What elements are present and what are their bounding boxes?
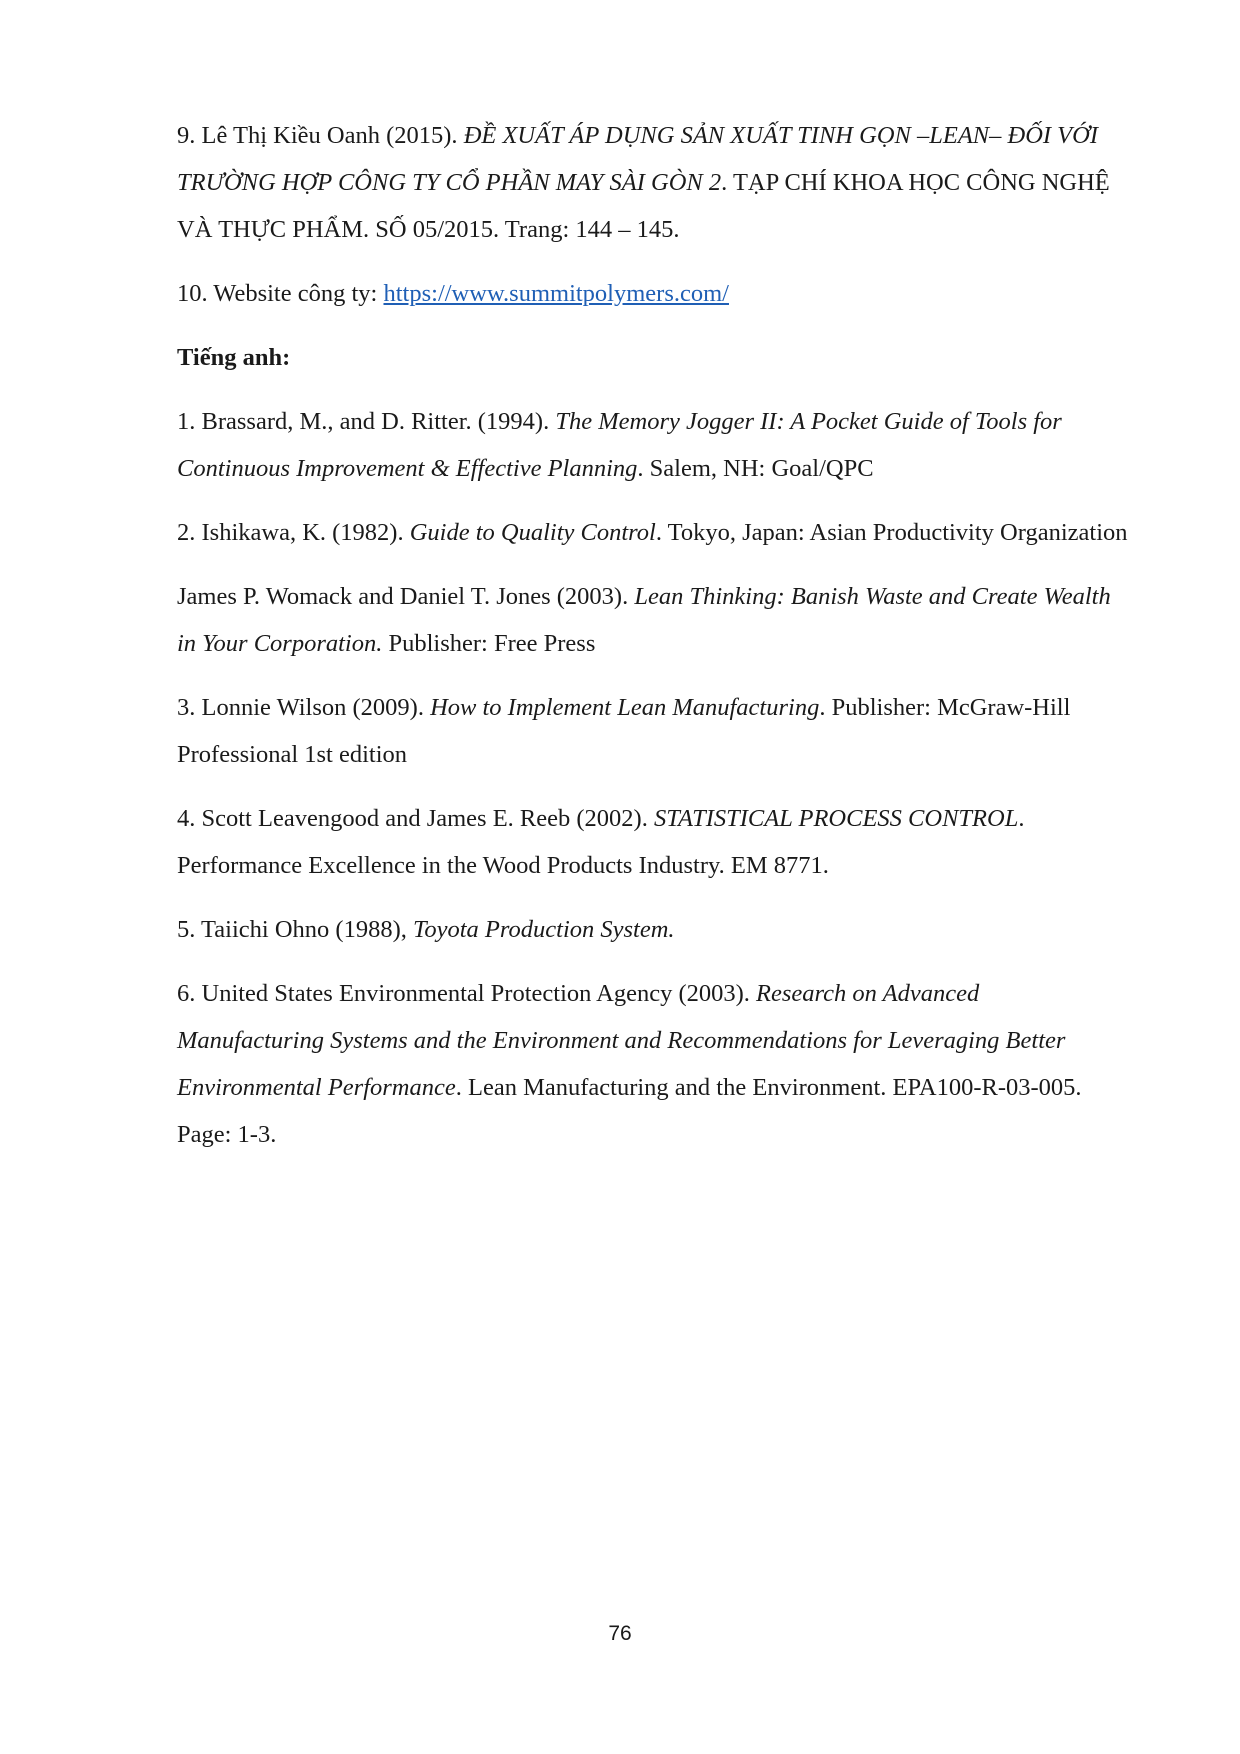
page-number: 76	[608, 1622, 632, 1645]
reference-title: The Memory Jogger II: A Pocket Guide of Tools for Continuous Improvement & Effective Planning	[177, 408, 1062, 482]
reference-prefix: James P. Womack and Daniel T. Jones (2003).	[177, 583, 635, 610]
reference-title: ĐỀ XUẤT ÁP DỤNG SẢN XUẤT TINH GỌN –LEAN– ĐỐI VỚI TRƯỜNG HỢP CÔNG TY CỔ PHẦN MAY SÀI GÒN 2	[177, 122, 1098, 196]
reference-title: Research on Advanced Manufacturing Systems and the Environment and Recommendations for Leveraging Better Environmental Performance	[177, 980, 1066, 1101]
reference-suffix: . Salem, NH: Goal/QPC	[637, 455, 874, 482]
reference-suffix: . Tokyo, Japan: Asian Productivity Organization	[655, 519, 1128, 546]
reference-prefix: 1. Brassard, M., and D. Ritter. (1994).	[177, 408, 556, 435]
reference-title: Guide to Quality Control	[409, 519, 656, 546]
reference-suffix: . Publisher: McGraw-Hill Professional 1st edition	[177, 694, 1071, 768]
reference-en-1	[177, 398, 1132, 492]
reference-prefix: 2. Ishikawa, K. (1982).	[177, 519, 410, 546]
reference-prefix: 3. Lonnie Wilson (2009).	[177, 694, 431, 721]
reference-prefix: 6. United States Environmental Protection Agency (2003).	[177, 980, 757, 1007]
reference-vi-9	[177, 112, 1132, 253]
reference-en-4	[177, 795, 1132, 889]
reference-suffix: Publisher: Free Press	[382, 630, 596, 657]
reference-title: Lean Thinking: Banish Waste and Create Wealth in Your Corporation.	[177, 583, 1111, 657]
reference-suffix: . Lean Manufacturing and the Environment. EPA100-R-03-005. Page: 1-3.	[177, 1074, 1082, 1148]
reference-en-3	[177, 684, 1132, 778]
reference-suffix: . TẠP CHÍ KHOA HỌC CÔNG NGHỆ VÀ THỰC PHẨM. SỐ 05/2015. Trang: 144 – 145.	[177, 169, 1110, 243]
reference-prefix: 5. Taiichi Ohno (1988),	[177, 916, 413, 943]
company-website-link[interactable]: https://www.summitpolymers.com/	[383, 280, 729, 307]
reference-title: How to Implement Lean Manufacturing	[430, 694, 820, 721]
references-body	[177, 112, 1132, 1175]
reference-prefix: 4. Scott Leavengood and James E. Reeb (2002).	[177, 805, 654, 832]
english-references-heading: Tiếng anh:	[177, 344, 291, 371]
reference-vi-10	[177, 270, 1132, 317]
reference-en-2	[177, 509, 1132, 556]
reference-title: Toyota Production System.	[413, 916, 675, 943]
reference-en-5	[177, 906, 1132, 953]
reference-suffix: . Performance Excellence in the Wood Products Industry. EM 8771.	[177, 805, 1025, 879]
reference-prefix: 10. Website công ty:	[177, 280, 384, 307]
reference-en-womack	[177, 573, 1132, 667]
reference-title: STATISTICAL PROCESS CONTROL	[653, 805, 1019, 832]
reference-prefix: 9. Lê Thị Kiều Oanh (2015).	[177, 122, 464, 149]
reference-en-6	[177, 970, 1132, 1158]
